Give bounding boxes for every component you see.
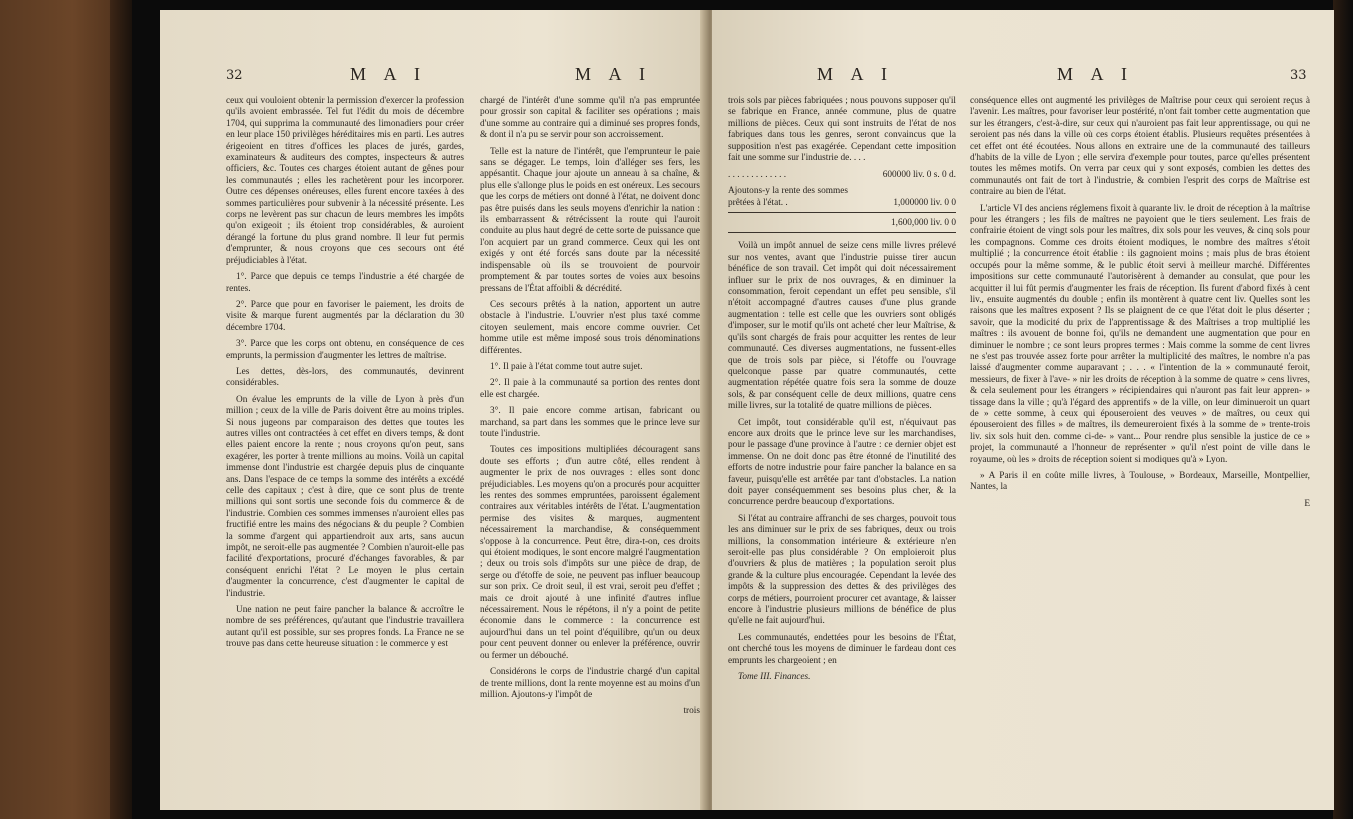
sum-row-label: . . . . . . . . . . . . .	[728, 170, 787, 181]
paragraph: 1°. Parce que depuis ce temps l'industrie a été chargée de rentes.	[226, 272, 464, 294]
page-number: 33	[1290, 68, 1307, 83]
left-page-column-1	[226, 96, 464, 796]
paragraph: On évalue les emprunts de la ville de Lyon à près d'un million ; ceux de la ville de Paris doivent être au moins triples. Si nous jugeons par comparaison des dettes que toutes les autres villes ont contractées à cet effet en divers temps, & dont elles paient encore la rente ; nous croyons qu'on peut, sans exagérer, les porter à trente millions au moins. Voilà un capital immense dont l'industrie est chargée depuis plus de cinquante ans. Dans l'espace de ce temps la somme des intérêts a excédé celle des capitaux ; c'est à dire, que ce sont plus de trente millions qui sont sortis une seconde fois du commerce & de l'industrie. Combien ces sommes immenses n'auroient elles pas fructifié entre les mains des négocians & du peuple ? Combien la somme d'argent qui appartiendroit aux arts, sans aucun impôt, ne seroit-elle pas augmentée ? Combien n'auroit-elle pas facilité d'exportations, procuré d'échanges favorables, & par conséquent enrichi l'état ? Le moyen le plus certain d'augmenter la concurrence, c'est d'augmenter le capital de l'industrie.	[226, 394, 464, 599]
sum-row-value: 1,000000 liv. 0 0	[893, 198, 956, 209]
book-cover-edge	[110, 0, 132, 819]
running-head: M A I	[575, 64, 653, 84]
page-number: 32	[226, 68, 243, 83]
running-head: M A I	[350, 64, 428, 84]
sum-total-value: 1,600,000 liv. 0 0	[891, 218, 956, 229]
right-page	[712, 10, 1334, 810]
running-head: M A I	[1057, 64, 1135, 84]
sum-row	[728, 169, 956, 181]
paragraph: Ces secours prêtés à la nation, apportent un autre obstacle à l'industrie. L'ouvrier n'est plus taxé comme citoyen seulement, mais encore comme ouvrier. Cet homme utile est même imposé sous trois dénominations différentes.	[480, 299, 700, 356]
paragraph: Les dettes, dès-lors, des communautés, devinrent considérables.	[226, 366, 464, 389]
right-page-header	[712, 64, 1334, 90]
sum-row-label: Ajoutons-y la rente des sommes prêtées à l'état. .	[728, 186, 848, 209]
paragraph: Si l'état au contraire affranchi de ses charges, pouvoit tous les ans diminuer sur le prix de ses fabriques, deux ou trois millions, la consommation intérieure & extérieure n'en seroit-elle pas plus considérable ? On emploieroit plus d'ouvriers & plus de matières ; la population seroit plus grande & la culture plus encouragée. Cependant la levée des impôts & la suppression des dettes & des privilèges des corps de métiers, pourroient procurer cet avantage, & laisser encore à l'industrie plusieurs millions de bénéfice de plus qu'elle ne fait aujourd'hui.	[728, 513, 956, 627]
sum-table	[728, 169, 956, 233]
sum-row	[728, 185, 956, 209]
paragraph: 3°. Il paie encore comme artisan, fabricant ou marchand, sa part dans les sommes que le prince leve sur toute l'industrie.	[480, 406, 700, 439]
paragraph: chargé de l'intérêt d'une somme qu'il n'a pas empruntée pour grossir son capital & faciliter ses opérations ; mais d'une somme au contraire qui a diminué ses propres fonds, & dont il n'a pu se servir pour son accroissement.	[480, 96, 700, 141]
catchword: E	[1304, 498, 1310, 509]
paragraph: Telle est la nature de l'intérêt, que l'emprunteur le paie sans se dégager. Le temps, loin d'alléger ses fers, les appésantit. Chaque jour ajoute un anneau à sa chaîne, & plus elle s'allonge plus le poids en est onéreux. Les secours que les corps de métiers ont donné à l'état, ne doivent donc pas être puisés dans les seuls moyens d'enrichir la nation : ils embarrassent & rétrécissent la route qui l'auroit conduite au plus haut degré de cette sorte de puissance que l'on acquiert par un grand commerce. Ceux qui les ont exigés y ont été forcés sans doute par la nécessité indispensable où ils se trouvoient de pourvoir promptement & par toutes sortes de voies aux besoins pressans de l'État affoibli & décrédité.	[480, 146, 700, 294]
paragraph: 2°. Il paie à la communauté sa portion des rentes dont elle est chargée.	[480, 378, 700, 400]
book-cover-right	[1333, 0, 1353, 819]
paragraph: Une nation ne peut faire pancher la balance & accroître le nombre de ses préférences, qu'autant que l'industrie travaillera autant qu'il est possible, sur ses propres fonds. La France ne se trouve pas dans cette heureuse situation : le commerce y est	[226, 605, 464, 650]
paragraph: L'article VI des anciens réglemens fixoit à quarante liv. le droit de réception à la maîtrise pour les étrangers ; les fils de maîtres ne payoient que le tiers seulement. Les frais de confrairie étoient de vingt sols pour les maîtres, dix sols pour les veuves, & cinq sols pour les compagnons. Comme ces droits étoient modiques, le nombre des maîtres s'étoit multiplié ; la concurrence étoit établie : ils gagnoient moins ; mais plus de bras étoient occupés pour la même somme, & le public étoit servi à meilleur marché. Différentes impositions sur cette communauté l'autorisèrent à demander au consulat, que pour les acquitter il lui fût permis d'augmenter les frais de réception. Ils furent d'abord fixés à cent liv., ensuite augmentés du double ; enfin ils montèrent à quatre cent liv. Quelles sont les raisons que les maîtres exposent ? Ils se plaignent de ce que l'état doit le plus déserter ; savoir, que la modicité du prix de l'apprentissage & des Maîtrises a trop multiplié les maîtres : ils avouent de bonne foi, qu'ils ne demandent une augmentation que pour en diminuer le nombre ; ce sont leurs propres termes : Mais comme la somme de cent livres ne s'est pas trouvée assez forte pour arrêter la multiplicité des maîtres, le nombre n'a pas laissé d'augmenter comme auparavant ; . . . « l'intention de la » communauté feroit, messieurs, de fixer à l'ave- » nir les droits de réception à la somme de quatre » cens livres, & cela seulement pour les étrangers » récipiendaires qui n'auront pas fait leur appren- » tissage dans la ville ; qu'à l'égard des apprentifs » de la ville, on leur diminueroit un quart de » cette somme, à ceux qui épouseroient des veuves » de maîtres, ou ceux qui épouseroient des filles » de maîtres, ils demeureroient fixés à la somme de » trente-trois liv. six sols huit den. comme ci-de- » vant... Pour rendre plus sensible la justice de ce » projet, la communauté a l'honneur de représenter » qu'il n'est point de ville dans le royaume, où les » droits de réception soient si modiques qu'à » Lyon.	[970, 203, 1310, 465]
paragraph: conséquence elles ont augmenté les privilèges de Maîtrise pour ceux qui seroient reçus à l'avenir. Les maîtres, pour favoriser leur postérité, n'ont fait tomber cette augmentation que sur les étrangers, c'est-à-dire, sur ceux qui n'auroient pas fait leur apprentissage, ou qui ne seroient pas nés dans la ville où ces corps étoient établis. Plusieurs requêtes présentées à cet effet ont été écoutées. Nous allons en extraire une de la communauté des tailleurs d'habits de la ville de Lyon ; elle servira d'exemple pour toutes, parce qu'elles présentent toutes les mêmes motifs. On verra par ceux qui y sont exposés, combien les dettes des communautés ont fait de tort à l'industrie, & combien l'esprit des corps de Maîtrise est contraire au bien de l'état.	[970, 96, 1310, 198]
right-page-column-1	[728, 96, 956, 796]
sum-row-value: 600000 liv. 0 s. 0 d.	[882, 170, 956, 181]
left-page-column-2	[480, 96, 700, 796]
paragraph: » A Paris il en coûte mille livres, à Toulouse, » Bordeaux, Marseille, Montpellier, Nantes, la	[970, 471, 1310, 493]
running-head: M A I	[817, 64, 895, 84]
sum-rule	[728, 232, 956, 233]
paragraph: 2°. Parce que pour en favoriser le paiement, les droits de visite & marque furent augmentés par la déclaration du 30 décembre 1704.	[226, 299, 464, 333]
sum-total	[728, 217, 956, 229]
sum-rule	[728, 212, 956, 213]
right-page-column-2	[970, 96, 1310, 796]
paragraph: 3°. Parce que les corps ont obtenu, en conséquence de ces emprunts, la permission d'augmenter les lettres de maîtrise.	[226, 339, 464, 361]
paragraph: trois sols par pièces fabriquées ; nous pouvons supposer qu'il se fabrique en France, année commune, plus de quatre millions de pièces. Ceux qui sont instruits de l'état de nos fabriques dans tous les genres, seront convaincus que la supposition n'est pas exagérée. Cependant cette imposition fait une somme sur l'industrie de. . . .	[728, 96, 956, 164]
left-page	[160, 10, 708, 810]
catchword: trois	[683, 706, 700, 717]
paragraph: ceux qui vouloient obtenir la permission d'exercer la profession qu'ils avoient embrassée. Tel fut l'édit du mois de décembre 1704, qui supprima la communauté des limonadiers pour créer en leur place 150 privilèges héréditaires mis en parti. Les autres érigeoient en titres d'offices les places de jurés, gardes, examinateurs & auditeurs des comptes, inspecteurs & autres officiers, &c. Toutes ces charges étoient autant de gênes pour les communautés ; elles les rachetèrent pour les incorporer. Outre ces dépenses onéreuses, elles furent encore taxées à des sommes particulières pour subvenir à la nécessité présente. Les corps ne levèrent pas sur chacun de leurs membres les impôts qu'on exigeoit ; ils étoient trop considérables, & auroient dérangé la fortune du plus grand nombre. Il leur fut permis d'emprunter, & nous croyons que ces secours ont été préjudiciables à l'état.	[226, 96, 464, 266]
paragraph: Considérons le corps de l'industrie chargé d'un capital de trente millions, dont la rente moyenne est au moins d'un million. Ajoutons-y l'impôt de	[480, 667, 700, 700]
left-page-header	[160, 64, 708, 90]
paragraph: 1°. Il paie à l'état comme tout autre sujet.	[490, 361, 643, 372]
paragraph: Les communautés, endettées pour les besoins de l'État, ont cherché tous les moyens de diminuer le fardeau dont ces emprunts les chargeoient ; en	[728, 632, 956, 666]
paragraph: Voilà un impôt annuel de seize cens mille livres prélevé sur nos ventes, avant que l'industrie puisse tirer aucun bénéfice de son travail. Cet impôt qui doit nécessairement influer sur le prix de nos ouvrages, & en diminuer la consommation, feroit cependant un effet peu sensible, s'il n'étoit accompagné d'autres causes d'une plus grande augmentation : telle est celle que les ouvriers sont obligés d'imposer, sur le motif qu'ils ont acheté cher leur Maîtrise, & qu'ils sont chargés de frais pour acquitter les rentes de leur communauté. Ces diverses augmentations, ne fussent-elles que de trois sols par pièce, si l'étoffe ou l'ouvrage quelconque passe par quatre communautés, cette augmentation répétée quatre fois sera la somme de douze sols, & par conséquent celle de deux millions, quatre cens mille livres, sur la totalité de quatre millions de pièces.	[728, 241, 956, 412]
signature-line: Tome III. Finances.	[738, 672, 811, 683]
paragraph: Cet impôt, tout considérable qu'il est, n'équivaut pas encore aux droits que le prince leve sur les marchandises, pour le passage d'une province à l'autre : ce dernier objet est immense. On ne doit donc pas être étonné de l'inutilité des efforts de notre industrie pour faire pancher la balance en sa faveur, puisqu'elle est arrêtée par tant d'obstacles. La nation doit payer conséquemment ses besoins plus cher, & la concurrence perdre beaucoup d'exportations.	[728, 417, 956, 508]
paragraph: Toutes ces impositions multipliées découragent sans doute ses efforts ; d'un autre côté, elles rendent à augmenter le prix de nos ouvrages : elles sont donc préjudiciables. Les moyens qu'on a procurés pour acquitter les rentes des sommes empruntées, paroissent également contraires aux véritables intérêts de l'état. L'augmentation permise des visites & marques, augmentent nécessairement la marchandise, & conséquemment s'oppose à la concurrence. Peut être, dira-t-on, ces droits qui étoient modiques, le sont encore malgré l'augmentation ; deux ou trois sols d'impôts sur une pièce de drap, de serge ou d'étoffe de soie, ne peuvent pas influer beaucoup sur son prix. Ce droit seul, il est vrai, seroit peu d'effet ; mais ce droit ajouté à une infinité d'autres influe nécessairement. Nous le répétons, il n'y a point de petite économie dans le commerce : la concurrence est aujourd'hui dans un tel point d'équilibre, qu'un ou deux pour cent peuvent donner ou enlever la préférence, ouvrir ou fermer un débouché.	[480, 445, 700, 661]
